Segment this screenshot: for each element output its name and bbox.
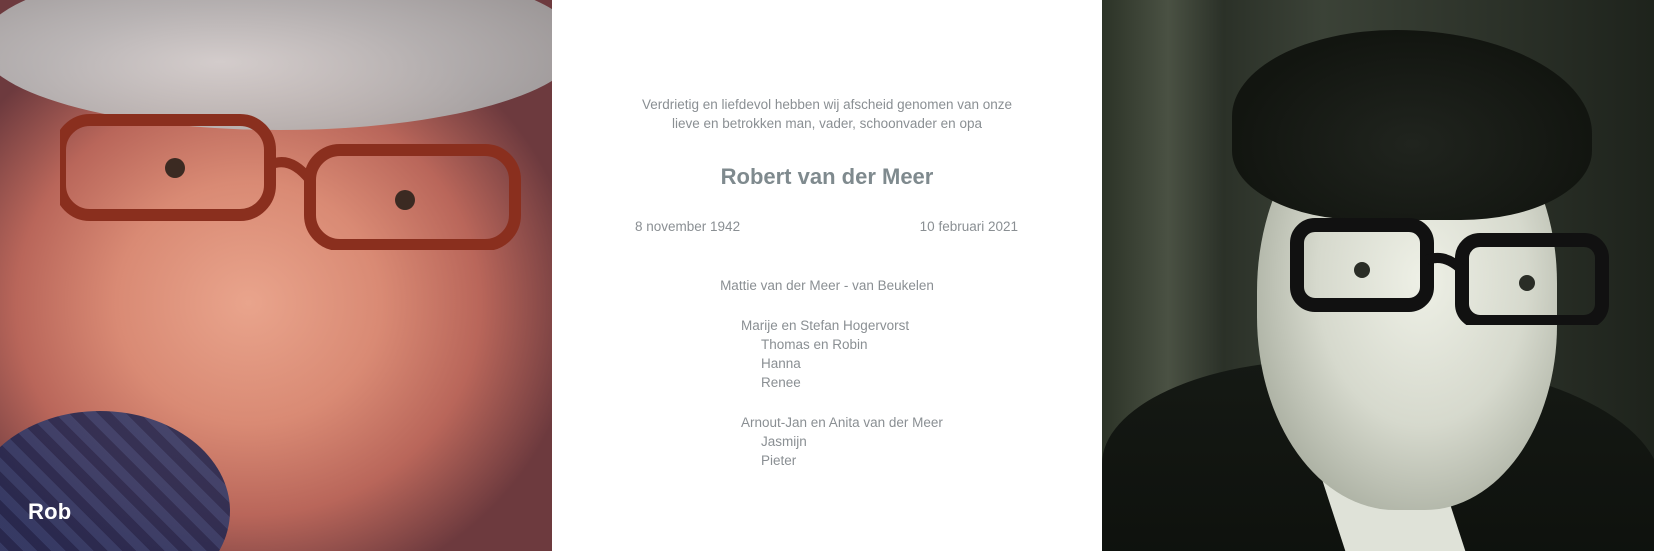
grandchild: Jasmijn [761, 434, 807, 449]
photo-glasses [1287, 215, 1617, 325]
photo-glasses [60, 110, 530, 250]
portrait-photo-young [1102, 0, 1654, 551]
photo-caption: Rob [28, 499, 72, 524]
spouse-name: Mattie van der Meer - van Beukelen [720, 278, 934, 293]
family-group [741, 413, 943, 470]
grandchild: Pieter [761, 453, 797, 468]
announcement-text-panel [552, 0, 1102, 551]
portrait-photo-recent [0, 0, 552, 551]
grandchild: Renee [761, 375, 801, 390]
child-couple: Arnout-Jan en Anita van der Meer [741, 415, 943, 430]
intro-line: lieve en betrokken man, vader, schoonvader en opa [672, 116, 982, 131]
date-of-death: 10 februari 2021 [919, 219, 1018, 234]
deceased-name: Robert van der Meer [720, 164, 934, 189]
date-of-birth: 8 november 1942 [635, 219, 741, 234]
intro-line: Verdrietig en liefdevol hebben wij afscheid genomen van onze [642, 97, 1012, 112]
child-couple: Marije en Stefan Hogervorst [741, 318, 910, 333]
grandchild: Thomas en Robin [761, 337, 868, 352]
photo-shirt [0, 411, 230, 551]
photo-hair [1232, 30, 1592, 220]
family-group [741, 316, 909, 392]
grandchild: Hanna [761, 356, 801, 371]
intro-text [552, 95, 1102, 133]
